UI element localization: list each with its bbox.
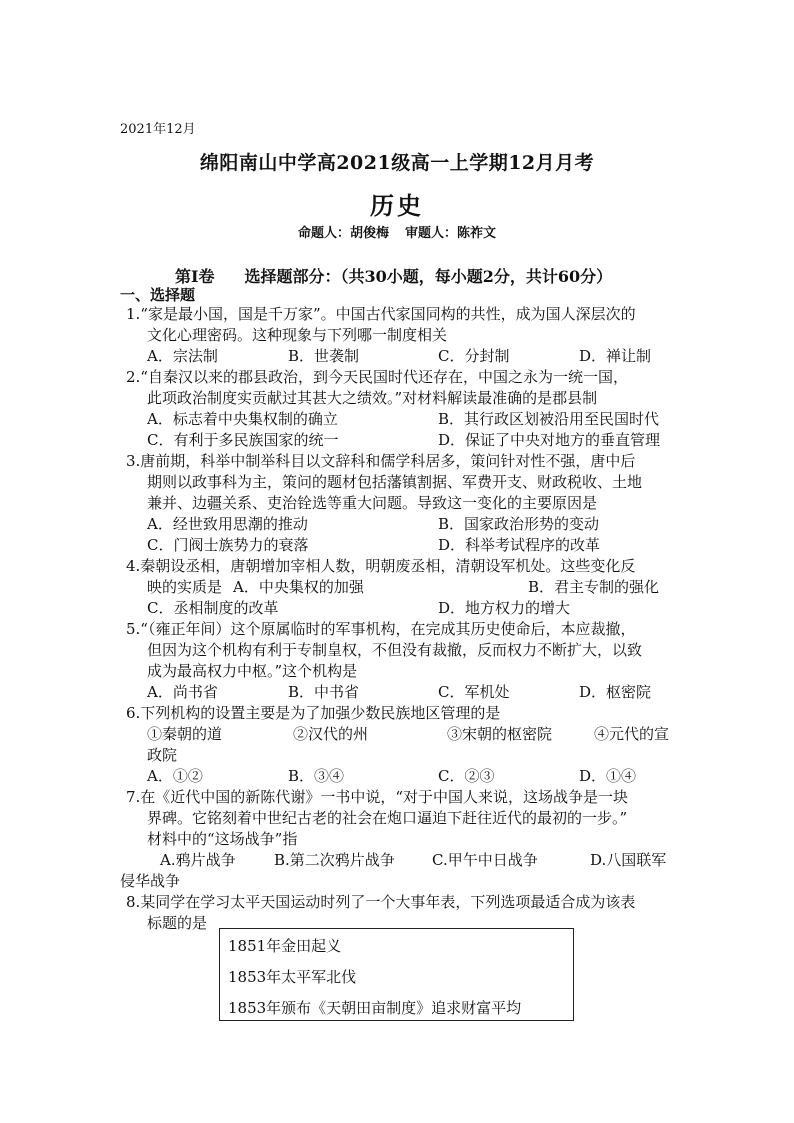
q5-stem-line: 成为最高权力中枢。”这个机构是 [147, 662, 358, 680]
q4-option-c: C．丞相制度的改革 [147, 599, 279, 617]
table-row: 1853年颁布《天朝田亩制度》追求财富平均 [228, 999, 522, 1017]
q3-stem-line: 期则以政事科为主，策问的题材包括藩镇割据、军费开支、财政税收、土地 [147, 473, 643, 491]
exam-date: 2021年12月 [120, 122, 196, 137]
q7-option-a: A.鸦片战争 [160, 851, 236, 869]
q2-option-a: A．标志着中央集权制的确立 [147, 410, 338, 428]
q6-option-c: C．②③ [438, 767, 495, 785]
q7-option-d-cont: 侵华战争 [120, 872, 181, 890]
q2-option-c: C．有利于多民族国家的统一 [147, 431, 339, 449]
q4-option-a: A．中央集权的加强 [233, 578, 364, 596]
q6-stem-line: 6.下列机构的设置主要是为了加强少数民族地区管理的是 [126, 704, 501, 722]
q1-option-b: B．世袭制 [288, 347, 360, 365]
q8-event-table [219, 928, 574, 1021]
q3-option-c: C．门阀士族势力的衰落 [147, 536, 309, 554]
q4-option-b: B．君主专制的强化 [528, 578, 660, 596]
section-heading [175, 264, 612, 287]
q6-option-d: D．①④ [579, 767, 637, 785]
q1-option-d: D．禅让制 [579, 347, 652, 365]
q1-stem-line: 1.“家是最小国，国是千万家”。中国古代家国同构的共性，成为国人深层次的 [126, 305, 636, 323]
q7-stem-line: 界碑。它铭刻着中世纪古老的社会在炮口逼迫下赶往近代的最初的一步。” [147, 809, 628, 827]
q6-option-b: B．③④ [288, 767, 345, 785]
volume-label: 第Ⅰ卷 [175, 267, 215, 286]
q1-option-c: C．分封制 [438, 347, 510, 365]
q5-stem-line: 但因为这个机构有利于专制皇权，不但没有裁撤，反而权力不断扩大，以致 [147, 641, 643, 659]
subject-title: 历史 [370, 191, 424, 220]
reviewer: 审题人：陈祚文 [405, 226, 497, 241]
q6-item-2: ②汉代的州 [293, 725, 369, 743]
q5-stem-line: 5.“（雍正年间）这个原属临时的军事机构，在完成其历史使命后，本应裁撤， [126, 620, 636, 638]
q3-stem-line: 兼并、边疆关系、吏治铨选等重大问题。导致这一变化的主要原因是 [147, 494, 598, 512]
q2-option-b: B．其行政区划被沿用至民国时代 [438, 410, 660, 428]
q6-item-3: ③宋朝的枢密院 [447, 725, 553, 743]
q8-stem-line: 8.某同学在学习太平天国运动时列了一个大事年表，下列选项最适合成为该表 [126, 893, 636, 911]
exam-title: 绵阳南山中学高2021级高一上学期12月月考 [199, 152, 595, 174]
q2-stem-line: 2.“自秦汉以来的郡县政治，到今天民国时代还存在，中国之永为一统一国， [126, 368, 628, 386]
part-heading: 一、选择题 [120, 286, 196, 304]
q5-option-d: D．枢密院 [579, 683, 652, 701]
q6-item-4: ④元代的宣 [594, 725, 670, 743]
q3-option-a: A．经世致用思潮的推动 [147, 515, 308, 533]
q7-stem-line: 材料中的“这场战争”指 [147, 830, 298, 848]
q7-stem-line: 7.在《近代中国的新陈代谢》一书中说，“对于中国人来说，这场战争是一块 [126, 788, 628, 806]
q5-option-a: A．尚书省 [147, 683, 218, 701]
setter: 命题人：胡俊梅 [297, 226, 389, 241]
q2-option-d: D．保证了中央对地方的垂直管理 [438, 431, 661, 449]
table-row: 1851年金田起义 [228, 937, 342, 955]
authors-line [0, 222, 794, 241]
q6-option-a: A．①② [147, 767, 203, 785]
q3-option-b: B．国家政治形势的变动 [438, 515, 600, 533]
q5-option-c: C．军机处 [438, 683, 510, 701]
table-row: 1853年太平军北伐 [228, 968, 357, 986]
q7-option-d: D.八国联军 [590, 851, 667, 869]
q4-stem-line: 映的实质是 [147, 578, 223, 596]
q3-stem-line: 3.唐前期，科举中制举科目以文辞科和儒学科居多，策问针对性不强，唐中后 [126, 452, 636, 470]
q6-item-1: ①秦朝的道 [147, 725, 223, 743]
q4-option-d: D．地方权力的增大 [438, 599, 571, 617]
q6-item-4-cont: 政院 [147, 746, 178, 764]
q4-stem-line: 4.秦朝设丞相，唐朝增加宰相人数，明朝废丞相，清朝设军机处。这些变化反 [126, 557, 636, 575]
q7-option-c: C.甲午中日战争 [432, 851, 538, 869]
q7-option-b: B.第二次鸦片战争 [274, 851, 395, 869]
q3-option-d: D．科举考试程序的改革 [438, 536, 601, 554]
q5-option-b: B．中书省 [288, 683, 360, 701]
q2-stem-line: 此项政治制度实贡献过其甚大之绩效。”对材料解读最准确的是郡县制 [147, 389, 598, 407]
q1-option-a: A．宗法制 [147, 347, 218, 365]
q1-stem-line: 文化心理密码。这种现象与下列哪一制度相关 [147, 326, 448, 344]
section-desc: 选择题部分：（共30小题，每小题2分，共计60分） [244, 267, 613, 286]
q8-stem-line: 标题的是 [147, 914, 208, 932]
